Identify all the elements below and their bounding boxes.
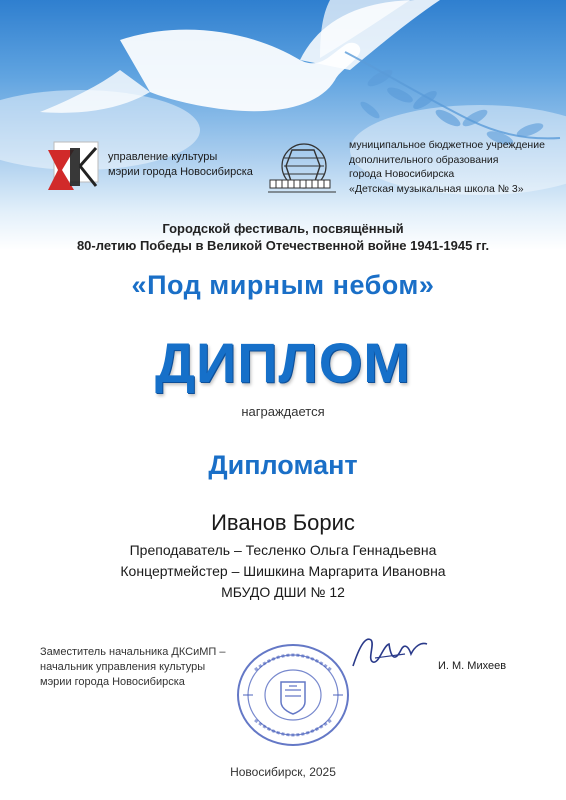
- teacher-line: Преподаватель – Тесленко Ольга Геннадьевна: [129, 542, 437, 558]
- music-school-logo: [262, 140, 342, 196]
- org-right-line2: дополнительного образования: [349, 153, 499, 166]
- school-line: МБУДО ДШИ № 12: [221, 584, 345, 600]
- city-and-year: Новосибирск, 2025: [230, 765, 336, 779]
- org-left-line2: мэрии города Новосибирска: [108, 166, 253, 178]
- signer-position-line2: начальник управления культуры: [40, 661, 206, 673]
- signer-position-line3: мэрии города Новосибирска: [40, 676, 185, 688]
- dove-illustration: [0, 0, 566, 250]
- org-left-line1: управление культуры: [108, 151, 218, 163]
- diploma-title: ДИПЛОМ: [155, 331, 411, 394]
- recipient-name: Иванов Борис: [211, 510, 355, 535]
- signer-position-line1: Заместитель начальника ДКСиМП –: [40, 646, 226, 658]
- recipient-details: [0, 540, 566, 603]
- festival-line2: 80-летию Победы в Великой Отечественной войне 1941-1945 гг.: [76, 238, 490, 253]
- awarded-label: награждается: [241, 404, 325, 419]
- org-right-line4: «Детская музыкальная школа № 3»: [349, 182, 524, 195]
- org-right-line1: муниципальное бюджетное учреждение: [349, 139, 545, 151]
- festival-line1: Городской фестиваль, посвящённый: [162, 221, 404, 236]
- signer-name: И. М. Михеев: [438, 660, 507, 672]
- festival-description: [0, 220, 566, 254]
- festival-name: «Под мирным небом»: [131, 270, 435, 300]
- handwritten-signature: [345, 628, 435, 678]
- org-right-line3: города Новосибирска: [349, 168, 455, 180]
- award-level: Дипломант: [208, 450, 358, 480]
- culture-department-logo: [40, 140, 100, 196]
- signer-position: [40, 645, 225, 690]
- accompanist-line: Концертмейстер – Шишкина Маргарита Ивановна: [120, 563, 446, 579]
- music-school-name: [349, 138, 545, 196]
- official-stamp: [233, 640, 353, 750]
- culture-department-name: [108, 150, 253, 180]
